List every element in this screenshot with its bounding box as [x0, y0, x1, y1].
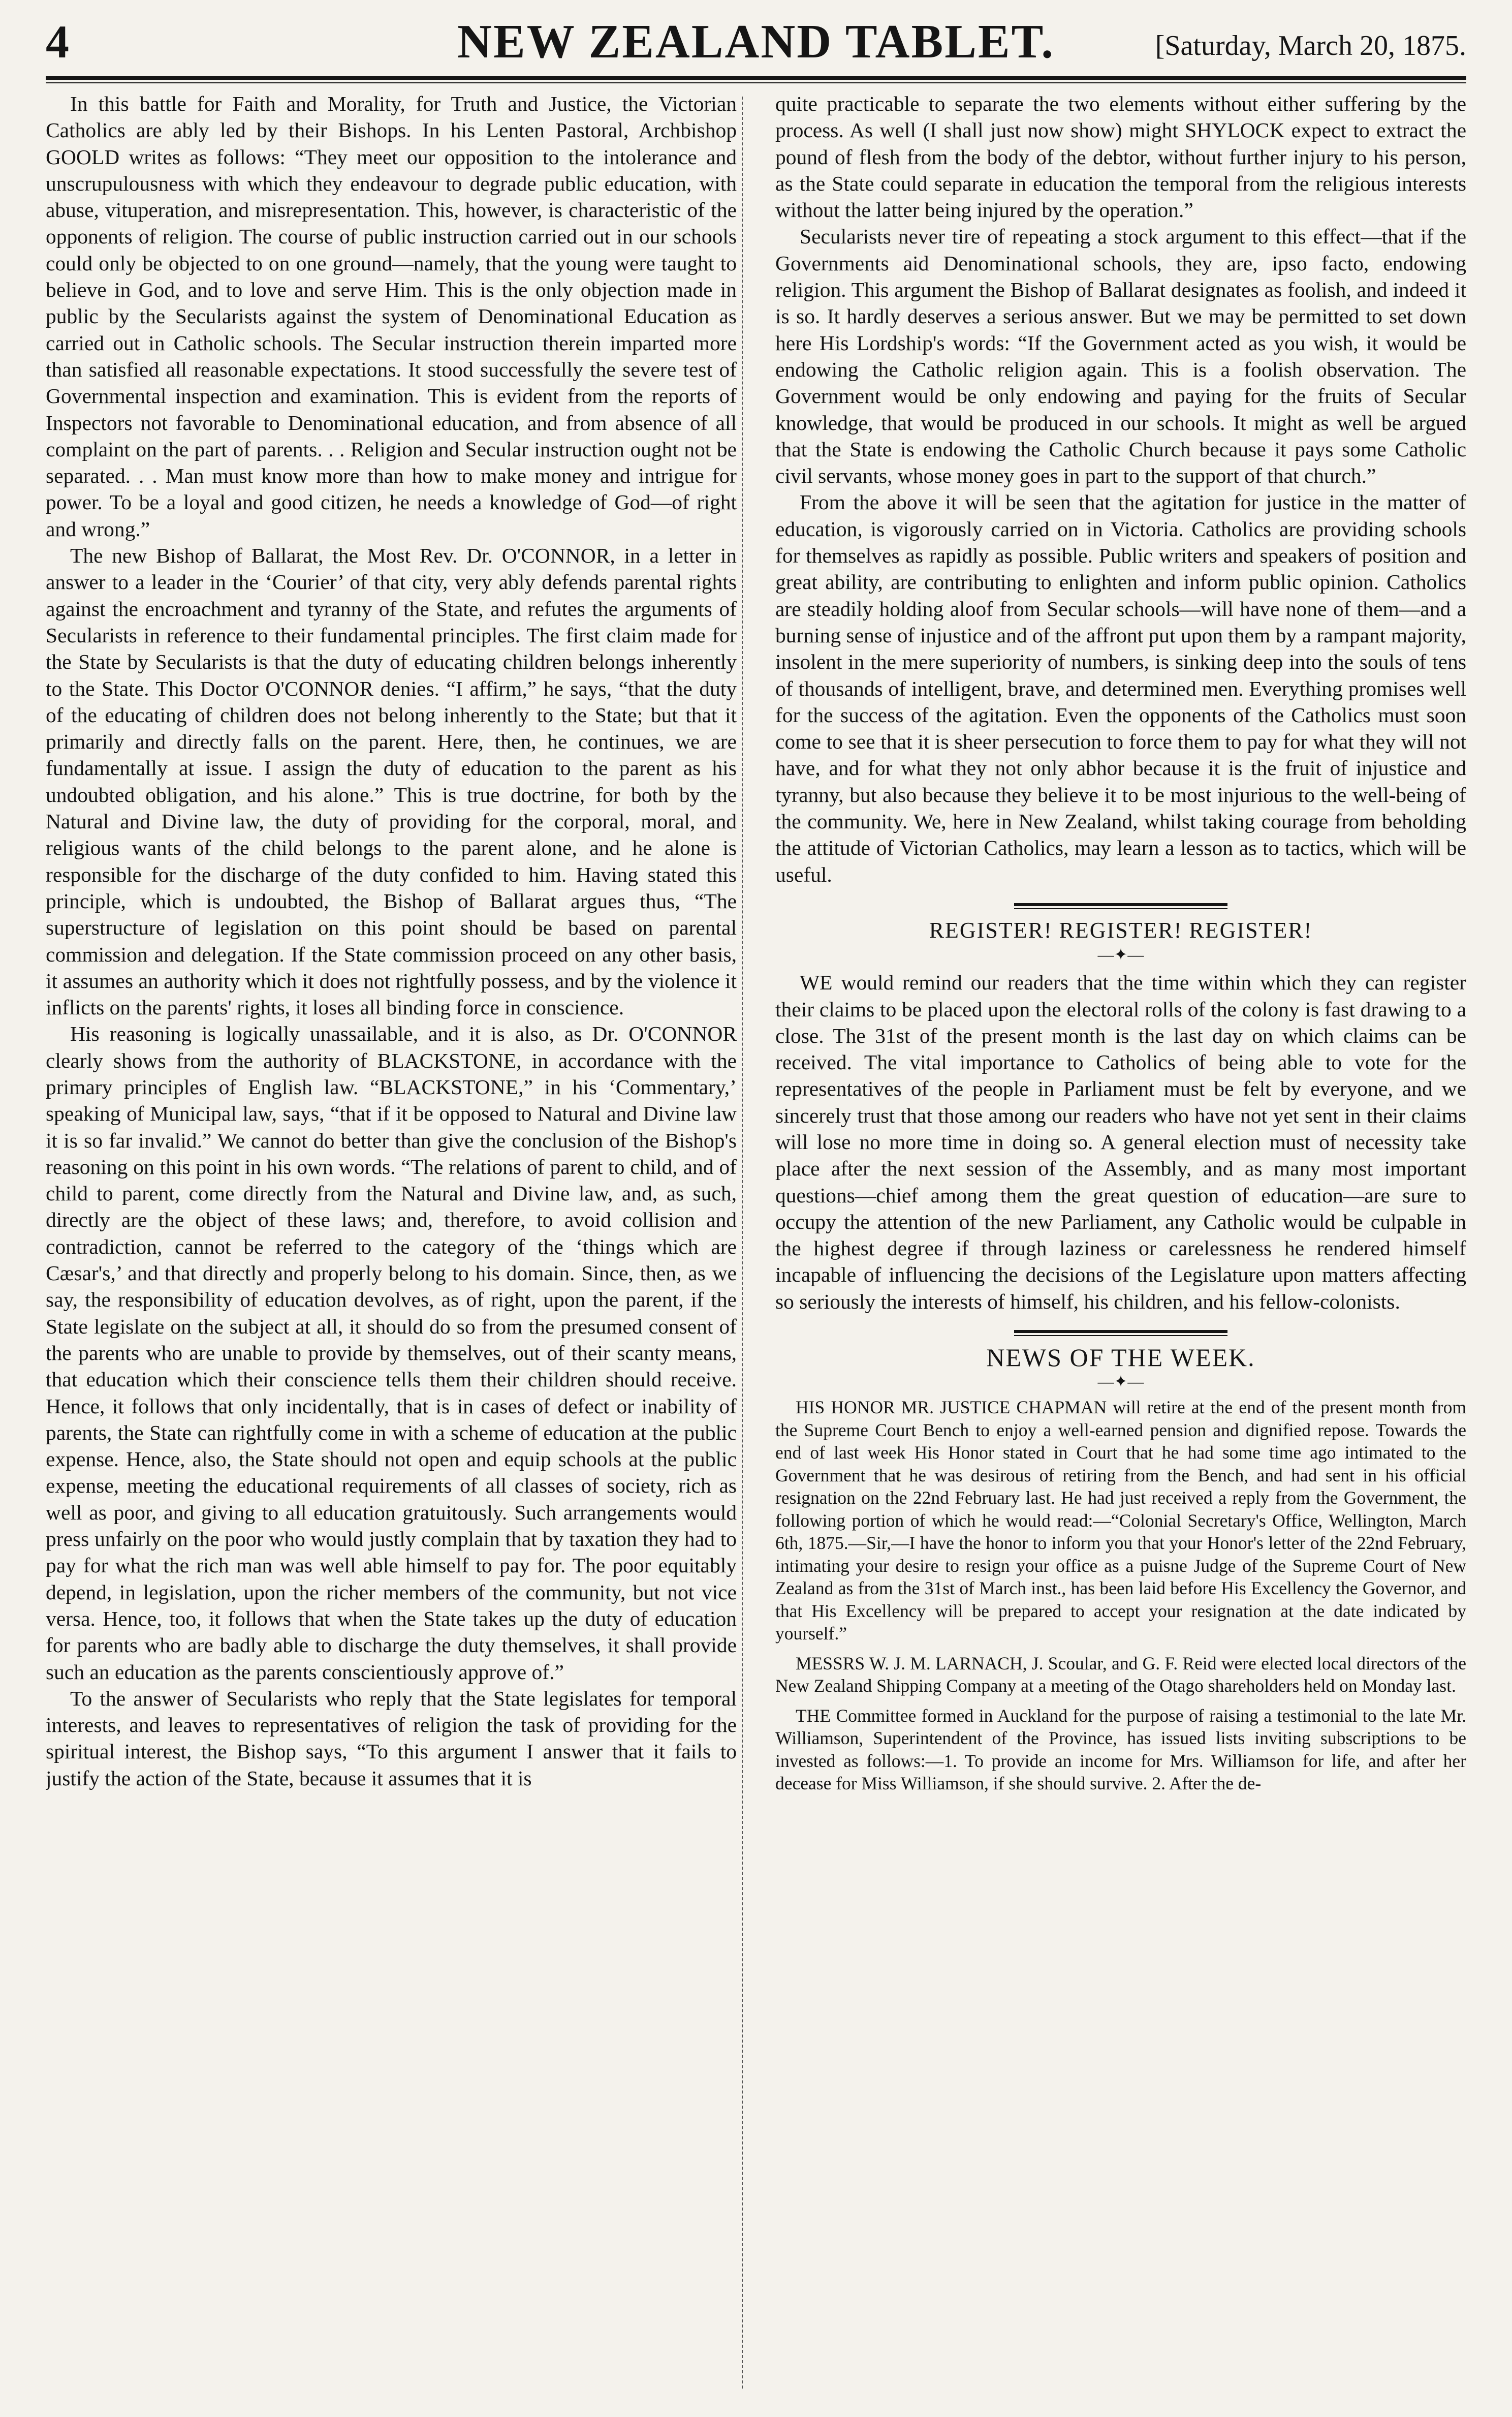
- newspaper-title: NEW ZEALAND TABLET.: [457, 15, 1055, 68]
- register-paragraph: WE would remind our readers that the time within which they can register their claims to be placed upon the electoral rolls of the colony is fast drawing to a close. The 31st of the present month is the last day on which claims can be received. The vital importance to Catholics of being able to vote for the representatives of the people in Parliament must be felt by everyone, and we sincerely trust that those among our readers who have not yet sent in their claims will lose no more time in doing so. A general election must of necessity take place after the next session of the Assembly, and as many most important questions—chief among them the great question of education—are sure to occupy the attention of the new Parliament, any Catholic would be culpable in the highest degree if through laziness or carelessness he rendered himself incapable of influencing the decisions of the Legislature upon matters affecting so seriously the interests of himself, his children, and his fellow-colonists.: [775, 971, 1466, 1313]
- left-column: [46, 90, 737, 2398]
- section-rule: [1014, 903, 1227, 909]
- masthead-rule: [46, 76, 1466, 83]
- article-paragraph: To the answer of Secularists who reply that the State legislates for temporal interests, and leaves to representatives of religion the task of providing for the spiritual interest, the Bishop says, “To this argument I answer that it fails to justify the action of the State, because it assumes that it is: [46, 1686, 737, 1790]
- article-paragraph: The new Bishop of Ballarat, the Most Rev. Dr. O'CONNOR, in a letter in answer to a leader in the ‘Courier’ of that city, very ably defends parental rights against the encroachment and tyranny of the State, and refutes the arguments of Secularists in reference to their fundamental principles. The first claim made for the State by Secularists is that the duty of educating children belongs inherently to the State. This Doctor O'CONNOR denies. “I affirm,” he says, “that the duty of the educating of children does not belong inherently to the State; but that it primarily and directly falls on the parent. Here, then, he continues, we are fundamentally at issue. I assign the duty of education to the parent as his undoubted obligation, and his alone.” This is true doctrine, for both by the Natural and Divine law, the duty of providing for the corporal, moral, and religious wants of the child belongs to the parent alone, and he alone is responsible for the discharge of the duty confided to him. Having stated this principle, which is undoubted, the Bishop of Ballarat argues thus, “The superstructure of legislation on this point should be based on parental commission and delegation. If the State commission proceed on any other basis, it assumes an authority which it does not rightfully possess, and by the violence it inflicts on the parents' rights, it loses all binding force in conscience.: [46, 544, 737, 1019]
- article-paragraph: From the above it will be seen that the agitation for justice in the matter of education, is vigorously carried on in Victoria. Catholics are providing schools for themselves as rapidly as possible. Public writers and speakers of position and great ability, are contributing to enlighten and inform public opinion. Catholics are steadily holding aloof from Secular schools—will have none of them—and a burning sense of injustice and of the affront put upon them by a rampant majority, insolent in the mere superiority of numbers, is sinking deep into the souls of tens of thousands of intelligent, brave, and determined men. Everything promises well for the success of the agitation. Even the opponents of the Catholics must soon come to see that it is sheer persecution to force them to pay for what they will not have, and for what they not only abhor because it is the fruit of injustice and tyranny, but also because they believe it to be most injurious to the well-being of the community. We, here in New Zealand, whilst taking courage from beholding the attitude of Victorian Catholics, may learn a lesson as to tactics, which will be useful.: [775, 490, 1466, 886]
- article-paragraph: quite practicable to separate the two elements without either suffering by the process. As well (I shall just now show) might SHYLOCK expect to extract the pound of flesh from the body of the debtor, without further injury to his person, as the State could separate in education the temporal from the religious interests without the latter being injured by the operation.”: [775, 92, 1466, 222]
- section-rule: [1014, 1330, 1227, 1336]
- masthead: [46, 11, 1466, 72]
- news-heading: NEWS OF THE WEEK.: [986, 1343, 1255, 1372]
- news-item: HIS HONOR MR. JUSTICE CHAPMAN will retire at the end of the present month from the Supreme Court Bench to enjoy a well-earned pension and dignified repose. Towards the end of last week His Honor stated in Court that he had some time ago intimated to the Government that he was desirous of retiring from the Bench, and had sent in his official resignation on the 22nd February last. He had just received a reply from the Government, the following portion of which he would read:—“Colonial Secretary's Office, Wellington, March 6th, 1875.—Sir,—I have the honor to inform you that your Honor's letter of the 22nd February, intimating your desire to resign your office as a puisne Judge of the Supreme Court of New Zealand as from the 31st of March inst., has been laid before His Excellency the Governor, and that His Excellency will be prepared to accept your resignation at the date indicated by yourself.”: [775, 1397, 1466, 1644]
- register-heading: REGISTER! REGISTER! REGISTER!: [929, 917, 1313, 943]
- news-items: [775, 1396, 1466, 1795]
- page-number: 4: [46, 16, 69, 68]
- news-item: THE Committee formed in Auckland for the purpose of raising a testimonial to the late Mr. Williamson, Superintendent of the Province, has issued lists inviting subscriptions to be invested as follows:—1. To provide an income for Mrs. Williamson for life, and after her decease for Miss Williamson, if she should survive. 2. After the de-: [775, 1705, 1466, 1794]
- column-divider: [742, 97, 743, 2389]
- ornament-divider: —✦—: [1097, 945, 1144, 964]
- article-paragraph: His reasoning is logically unassailable, and it is also, as Dr. O'CONNOR clearly shows from the authority of BLACKSTONE, in accordance with the primary principles of English law. “BLACKSTONE,” in his ‘Commentary,’ speaking of Municipal law, says, “that if it be opposed to Natural and Divine law it is so far invalid.” We cannot do better than give the conclusion of the Bishop's reasoning on this point in his own words. “The relations of parent to child, and of child to parent, come directly from the Natural and Divine law, and, as such, directly are the object of these laws; and, therefore, to avoid collision and contradiction, cannot be referred to the category of the ‘things which are Cæsar's,’ and that directly and properly belong to his domain. Since, then, as we say, the responsibility of education devolves, as of right, upon the parent, if the State legislate on the subject at all, it should do so from the presumed consent of the parents who are unable to provide by themselves, out of their scanty means, that education which their conscience tells them their children should receive. Hence, it follows that only incidentally, that is in cases of defect or inability of parents, the State can rightfully come in with a scheme of education at the public expense. Hence, also, the State should not open and equip schools at the public expense, meeting the educational requirements of all classes of society, rich as well as poor, and giving to all education gratuitously. Such arrangements would press unfairly on the poor who would justly complain that by taxation they had to pay for what the rich man was well able himself to pay for. The poor equitably depend, in legislation, upon the richer members of the community, but not vice versa. Hence, too, it follows that when the State takes up the duty of education for parents who are badly able to discharge the duty themselves, it shall provide such an education as the parents conscientiously approve of.”: [46, 1022, 737, 1684]
- ornament-divider: —✦—: [1097, 1372, 1144, 1391]
- right-column: [775, 90, 1466, 2398]
- article-paragraph: In this battle for Faith and Morality, for Truth and Justice, the Victorian Catholics are ably led by their Bishops. In his Lenten Pastoral, Archbishop GOOLD writes as follows: “They meet our opposition to the intolerance and unscrupulousness with which they endeavour to degrade public education, with abuse, vituperation, and misrepresentation. This, however, is characteristic of the opponents of religion. The course of public instruction carried out in our schools could only be objected to on one ground—namely, that the young were taught to believe in God, and to love and serve Him. This is the only objection made in public by the Secularists against the system of Denominational Education as carried out in Catholic schools. The Secular instruction therein imparted more than satisfied all reasonable expectations. It stood successfully the severe test of Governmental inspection and examination. This is evident from the reports of Inspectors not favorable to Denominational education, and from absence of all complaint on the part of parents. . . Religion and Secular instruction ought not be separated. . . Man must know more than how to make money and intrigue for power. To be a loyal and good citizen, he needs a knowledge of God—of right and wrong.”: [46, 92, 737, 541]
- issue-date: [Saturday, March 20, 1875.: [1155, 30, 1466, 61]
- article-paragraph: Secularists never tire of repeating a stock argument to this effect—that if the Governments aid Denominational schools, they are, ipso facto, endowing religion. This argument the Bishop of Ballarat designates as foolish, and indeed it is so. It hardly deserves a serious answer. But we may be permitted to set down here His Lordship's words: “If the Government acted as you wish, it would be endowing the Catholic religion again. This is a foolish observation. The Government would be only endowing and paying for the fruits of Secular knowledge, that would be produced in our schools. It might as well be argued that the State is endowing the Catholic Church because it pays some Catholic civil servants, whose money goes in part to the support of that church.”: [775, 225, 1466, 488]
- news-item: MESSRS W. J. M. LARNACH, J. Scoular, and G. F. Reid were elected local directors of the New Zealand Shipping Company at a meeting of the Otago shareholders held on Monday last.: [775, 1653, 1466, 1696]
